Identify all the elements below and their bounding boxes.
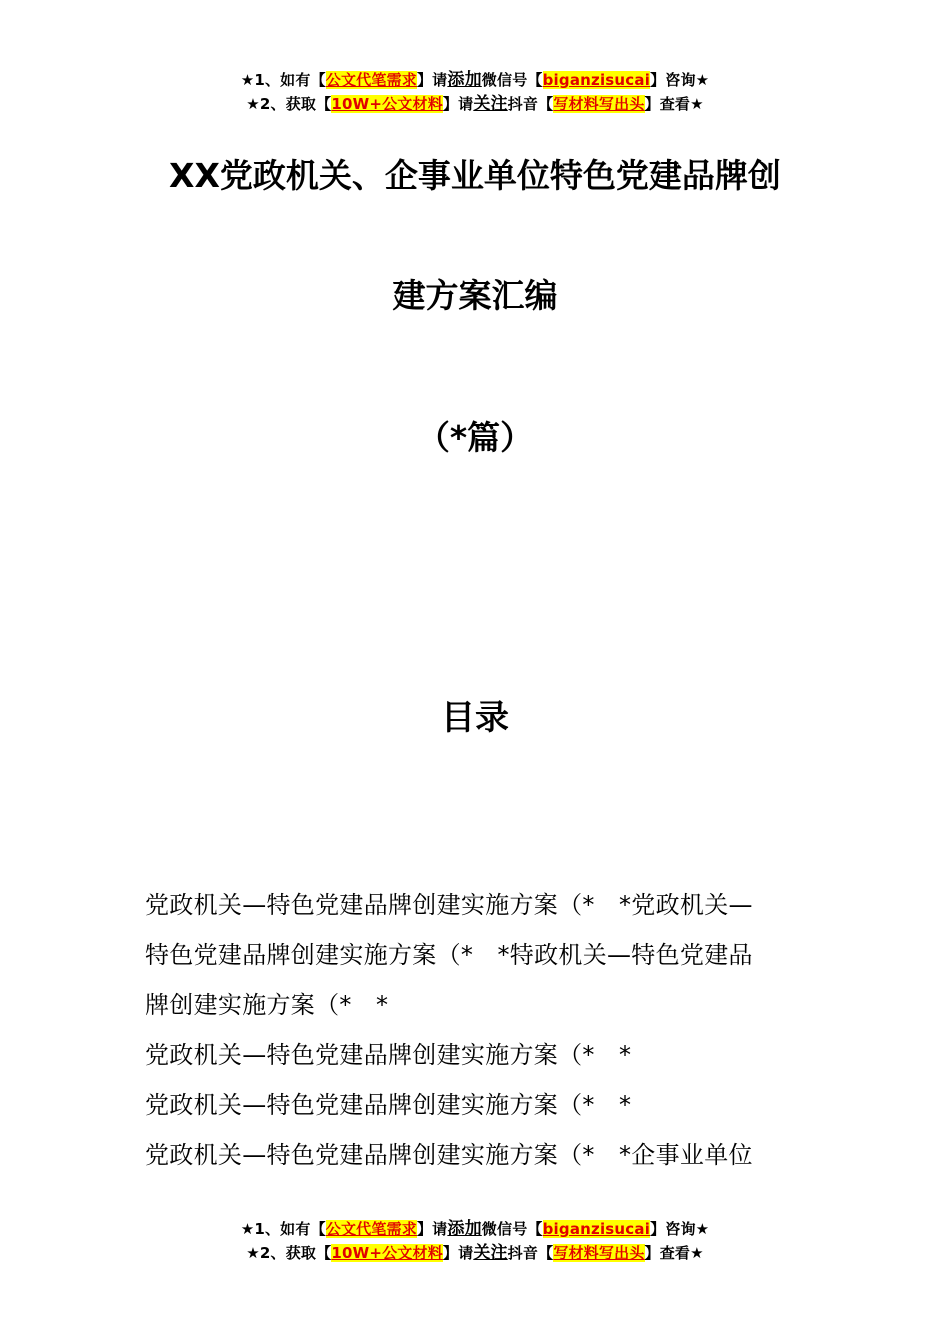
promo-line-1: ★1、如有【公文代笔需求】请添加微信号【biganzisucai】咨询★ [240,70,710,90]
document-title-line-1: XX党政机关、企事业单位特色党建品牌创 [169,156,781,195]
article-count-note: （*篇） [416,418,534,457]
promo-header [0,68,950,116]
toc-line-5: 党政机关—特色党建品牌创建实施方案（* * [145,1091,632,1119]
toc-line-4: 党政机关—特色党建品牌创建实施方案（* * [145,1041,632,1069]
toc-line-1: 党政机关—特色党建品牌创建实施方案（* *党政机关— [145,891,753,919]
promo-footer [0,1217,950,1265]
promo-line-2: ★2、获取【10W+公文材料】请关注抖音【写材料写出头】查看★ [246,1243,704,1263]
promo-line-1: ★1、如有【公文代笔需求】请添加微信号【biganzisucai】咨询★ [240,1219,710,1239]
toc-line-3: 牌创建实施方案（* * [145,991,389,1019]
promo-line-2: ★2、获取【10W+公文材料】请关注抖音【写材料写出头】查看★ [246,94,704,114]
toc-line-2: 特色党建品牌创建实施方案（* *特政机关—特色党建品 [145,941,753,969]
toc-line-6: 党政机关—特色党建品牌创建实施方案（* *企事业单位 [145,1141,753,1169]
table-of-contents [145,880,810,1180]
document-title-line-2: 建方案汇编 [392,276,558,315]
toc-heading: 目录 [441,698,509,738]
